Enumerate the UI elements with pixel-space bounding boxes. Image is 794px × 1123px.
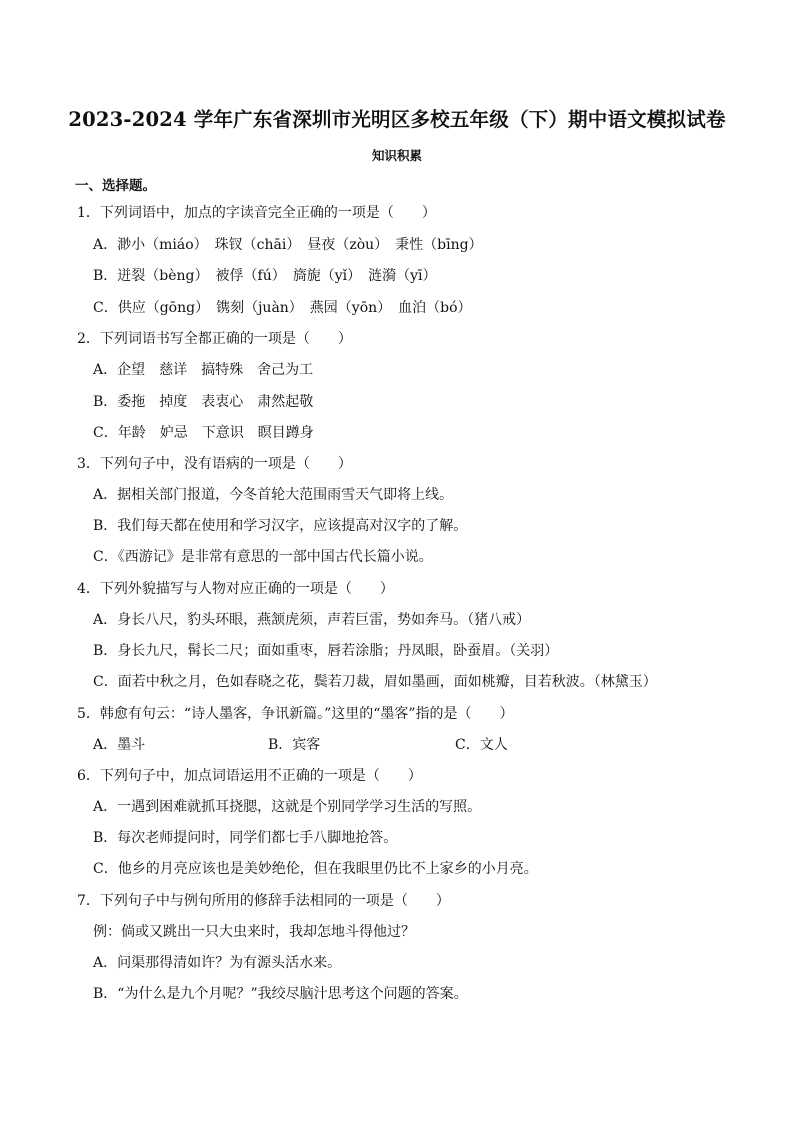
question-6-option-c: C．他乡的月亮应该也是美妙绝伦，但在我眼里仍比不上家乡的小月亮。 [93,861,538,877]
question-7-option-b: B．“为什么是九个月呢？”我绞尽脑汁思考这个问题的答案。 [93,986,468,1002]
question-1-option-a: A．渺小（miáo） 珠钗（chāi） 昼夜（zòu） 秉性（bīng） [93,237,483,253]
exam-title: 2023-2024 学年广东省深圳市光明区多校五年级（下）期中语文模拟试卷 [68,108,726,131]
question-1-option-b: B．迸裂（bèng） 被俘（fú） 旖旎（yǐ） 涟漪（yī） [93,268,437,284]
question-5-option-c: C．文人 [455,737,508,753]
question-3-option-a: A．据相关部门报道，今冬首轮大范围雨雪天气即将上线。 [93,487,454,503]
question-1-option-c: C．供应（gōng） 镌刻（juàn） 燕园（yōn） 血泊（bó） [93,300,472,316]
question-2-stem: 2．下列词语书写全都正确的一项是（ ） [77,331,352,347]
question-6-option-a: A．一遇到困难就抓耳挠腮，这就是个别同学学习生活的写照。 [93,799,482,815]
question-4-option-c: C．面若中秋之月，色如春晓之花，鬓若刀裁，眉如墨画，面如桃瓣，目若秋波。（林黛玉） [93,674,657,690]
question-6-stem: 6．下列句子中，加点词语运用不正确的一项是（ ） [77,768,422,784]
question-2-option-a: A．企望 慈详 搞特殊 舍己为工 [93,362,314,378]
question-7-option-a: A．问渠那得清如许？为有源头活水来。 [93,955,342,971]
question-4-option-b: B．身长九尺，髯长二尺；面如重枣，唇若涂脂；丹凤眼，卧蚕眉。（关羽） [93,643,559,659]
section-heading: 一、选择题。 [75,178,156,194]
question-7-example: 例：倘或又跳出一只大虫来时，我却怎地斗得他过？ [93,924,415,940]
question-5-option-a: A．墨斗 [93,737,146,753]
question-4-stem: 4．下列外貌描写与人物对应正确的一项是（ ） [77,581,394,597]
question-5-option-b: B．宾客 [268,737,321,753]
question-3-stem: 3．下列句子中，没有语病的一项是（ ） [77,456,352,472]
question-3-option-c: C．《西游记》是非常有意思的一部中国古代长篇小说。 [93,549,433,565]
question-5-stem: 5．韩愈有句云：“诗人墨客，争讯新篇。”这里的“墨客”指的是（ ） [77,706,514,722]
part-heading: 知识积累 [371,148,422,163]
question-2-option-c: C．年龄 妒忌 下意识 瞑目蹲身 [93,425,314,441]
question-3-option-b: B．我们每天都在使用和学习汉字，应该提高对汉字的了解。 [93,518,468,534]
question-7-stem: 7．下列句子中与例句所用的修辞手法相同的一项是（ ） [77,893,450,909]
question-2-option-b: B．委拖 掉度 表衷心 肃然起敬 [93,394,314,410]
question-1-stem: 1．下列词语中，加点的字读音完全正确的一项是（ ） [77,205,436,221]
question-6-option-b: B．每次老师提问时，同学们都七手八脚地抢答。 [93,830,398,846]
question-4-option-a: A．身长八尺，豹头环眼，燕颔虎须，声若巨雷，势如奔马。（猪八戒） [93,612,531,628]
